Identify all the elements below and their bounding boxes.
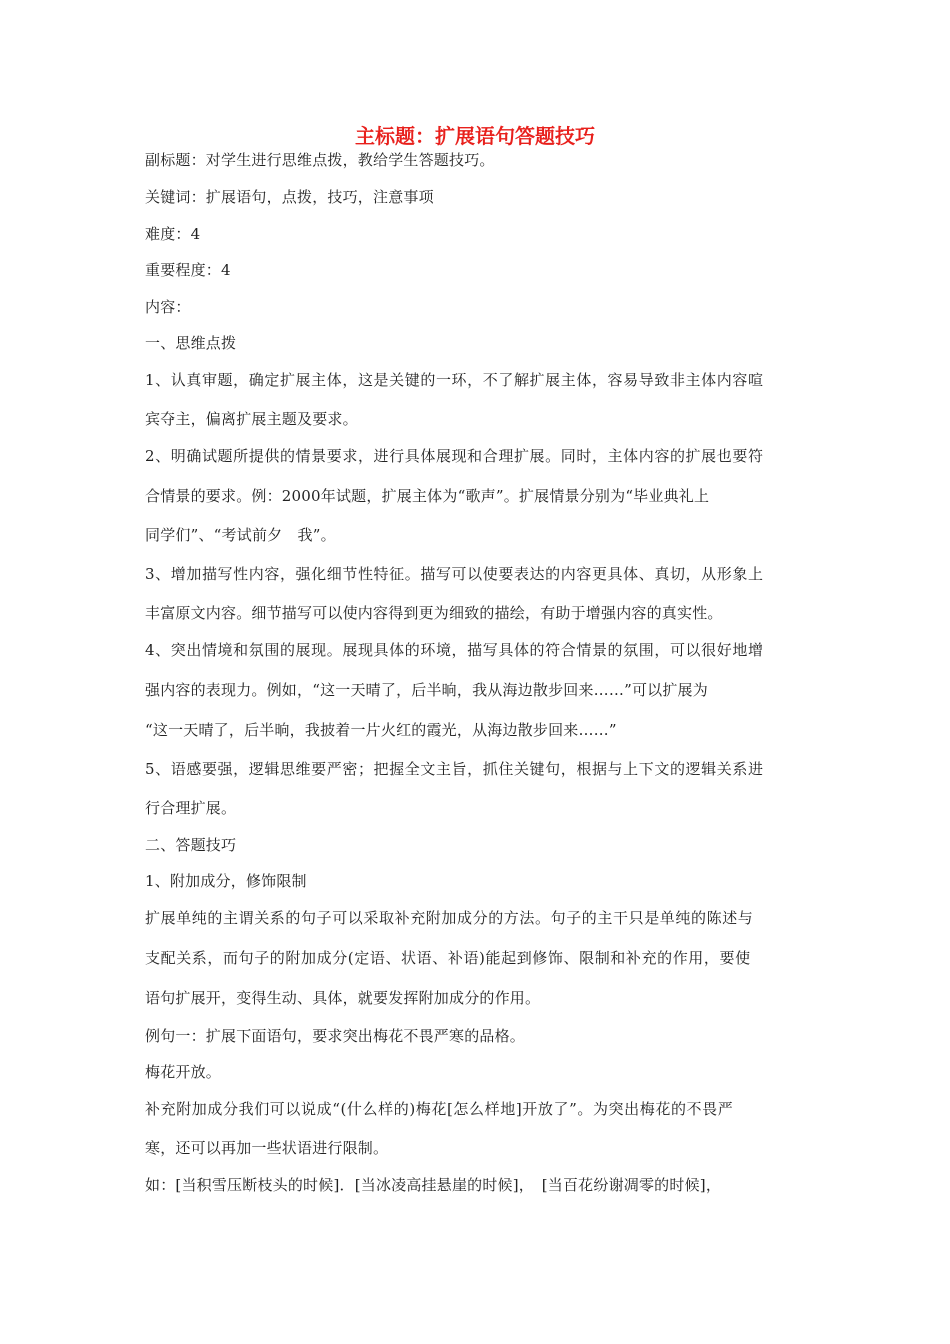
paragraph-line: 强内容的表现力。例如，“这一天晴了，后半晌，我从海边散步回来……”可以扩展为	[145, 681, 708, 699]
paragraph-line: 同学们”、“考试前夕 我”。	[145, 526, 336, 544]
importance-line: 重要程度：4	[145, 261, 231, 279]
subsection-heading: 1、附加成分，修饰限制	[145, 872, 307, 890]
paragraph-line: 1、认真审题，确定扩展主体，这是关键的一环，不了解扩展主体，容易导致非主体内容喧	[145, 371, 764, 389]
section-heading: 一、思维点拨	[145, 334, 237, 352]
section-heading: 二、答题技巧	[145, 836, 237, 854]
subtitle-line: 副标题：对学生进行思维点拨，教给学生答题技巧。	[145, 151, 495, 169]
page-title: 主标题：扩展语句答题技巧	[355, 124, 595, 148]
paragraph-line: 行合理扩展。	[145, 799, 237, 817]
paragraph-line: 支配关系，而句子的附加成分(定语、状语、补语)能起到修饰、限制和补充的作用，要使	[145, 949, 751, 967]
paragraph-line: 寒，还可以再加一些状语进行限制。	[145, 1139, 389, 1157]
keywords-line: 关键词：扩展语句，点拨，技巧，注意事项	[145, 188, 434, 206]
difficulty-line: 难度：4	[145, 225, 201, 243]
paragraph-line: 扩展单纯的主谓关系的句子可以采取补充附加成分的方法。句子的主干只是单纯的陈述与	[145, 909, 754, 927]
paragraph-line: 如：[当积雪压断枝头的时候]．[当冰凌高挂悬崖的时候]， [当百花纷谢凋零的时候]，	[145, 1176, 722, 1194]
paragraph-line: 丰富原文内容。细节描写可以使内容得到更为细致的描绘，有助于增强内容的真实性。	[145, 604, 723, 622]
example-line: 梅花开放。	[145, 1063, 222, 1081]
content-label: 内容：	[145, 298, 191, 316]
example-line: 例句一：扩展下面语句，要求突出梅花不畏严寒的品格。	[145, 1027, 526, 1045]
paragraph-line: 4、突出情境和氛围的展现。展现具体的环境，描写具体的符合情景的氛围，可以很好地增	[145, 641, 764, 659]
paragraph-line: 宾夺主，偏离扩展主题及要求。	[145, 410, 358, 428]
paragraph-line: 5、语感要强，逻辑思维要严密；把握全文主旨，抓住关键句，根据与上下文的逻辑关系进	[145, 760, 764, 778]
paragraph-line: 语句扩展开，变得生动、具体，就要发挥附加成分的作用。	[145, 989, 541, 1007]
paragraph-line: “这一天晴了，后半晌，我披着一片火红的霞光，从海边散步回来……”	[145, 721, 617, 739]
paragraph-line: 合情景的要求。例：2000年试题，扩展主体为“歌声”。扩展情景分别为“毕业典礼上	[145, 487, 710, 505]
paragraph-line: 2、明确试题所提供的情景要求，进行具体展现和合理扩展。同时，主体内容的扩展也要符	[145, 447, 764, 465]
paragraph-line: 补充附加成分我们可以说成“(什么样的)梅花[怎么样地]开放了”。为突出梅花的不畏严	[145, 1100, 734, 1118]
paragraph-line: 3、增加描写性内容，强化细节性特征。描写可以使要表达的内容更具体、真切，从形象上	[145, 565, 764, 583]
